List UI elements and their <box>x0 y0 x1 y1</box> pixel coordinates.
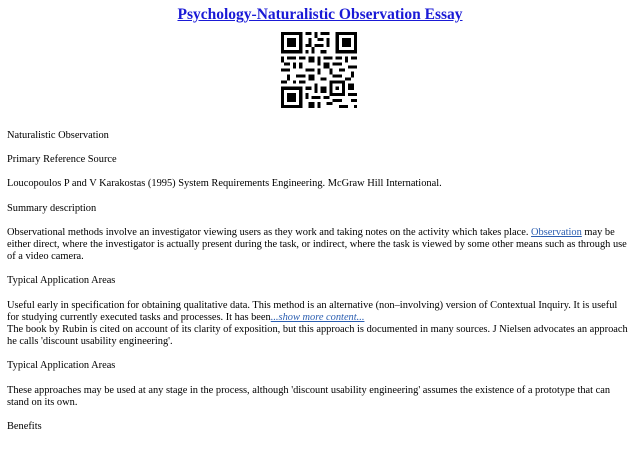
observation-link[interactable]: Observation <box>531 226 582 238</box>
rubin-paragraph: The book by Rubin is cited on account of its clarity of exposition, but this approach is documented in many sources. J Nielsen advocates an approach he calls 'discount usability engineering'. <box>7 324 628 348</box>
heading-benefits: Benefits <box>7 421 42 433</box>
heading-summary: Summary description <box>7 202 97 214</box>
summary-text-end: may be either direct, where the investigator is actually present during the task, or indirect, where the task is viewed by some other means such as through use of a video camera. <box>7 226 627 263</box>
document-title[interactable]: Psychology-Naturalistic Observation Essay <box>177 6 463 23</box>
usage-text: Useful early in specification for obtaining qualitative data. This method is an alternative (non–involving) version of Contextual Inquiry. It is useful for studying currently executed tasks and processes. It has been <box>7 299 618 323</box>
reference-text: Loucopoulos P and V Karakostas (1995) System Requirements Engineering. McGraw Hill International. <box>7 178 442 190</box>
heading-primary-reference: Primary Reference Source <box>7 154 117 166</box>
heading-naturalistic-observation: Naturalistic Observation <box>7 130 109 141</box>
heading-typical-application-1: Typical Application Areas <box>7 275 116 287</box>
show-more-link[interactable]: ...show more content... <box>270 311 365 323</box>
summary-paragraph <box>7 227 629 264</box>
essay-body <box>7 130 629 433</box>
qr-code <box>281 32 357 108</box>
heading-typical-application-2: Typical Application Areas <box>7 360 116 372</box>
summary-text-start: Observational methods involve an investigator viewing users as they work and taking notes on the activity which takes place. <box>7 226 532 238</box>
usage-paragraph <box>7 300 629 324</box>
stages-paragraph: These approaches may be used at any stage in the process, although 'discount usability engineering' assumes the existence of a prototype that can stand on its own. <box>7 384 611 408</box>
